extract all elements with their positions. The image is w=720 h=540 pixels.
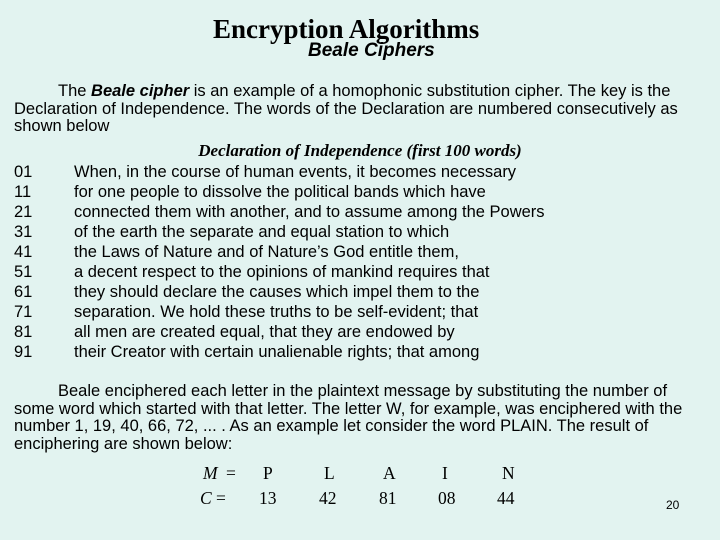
slide-subtitle: Beale Ciphers <box>308 40 435 61</box>
plain-letter: N <box>502 463 515 483</box>
line-text: their Creator with certain unalienable rights; that among <box>74 343 480 361</box>
declaration-line <box>14 262 714 282</box>
declaration-line <box>14 162 714 182</box>
equals-sign: = <box>226 463 236 483</box>
line-text: all men are created equal, that they are endowed by <box>74 323 455 341</box>
line-number: 91 <box>14 343 33 361</box>
declaration-line <box>14 182 714 202</box>
cipher-number: 42 <box>319 488 337 508</box>
line-number: 11 <box>14 183 32 201</box>
cipher-number: 08 <box>438 488 456 508</box>
slide-title: Encryption Algorithms <box>213 14 480 44</box>
cipher-number: 13 <box>259 488 277 508</box>
line-text: they should declare the causes which impel them to the <box>74 283 480 301</box>
line-number: 41 <box>14 243 33 261</box>
declaration-line <box>14 302 714 322</box>
line-number: 81 <box>14 323 33 341</box>
intro-term: Beale cipher <box>91 82 190 100</box>
line-text: When, in the course of human events, it becomes necessary <box>74 163 517 181</box>
plain-letter: P <box>263 463 273 483</box>
declaration-heading: Declaration of Independence (first 100 words) <box>198 141 522 160</box>
intro-lead: The <box>58 82 92 100</box>
line-text: the Laws of Nature and of Nature’s God entitle them, <box>74 243 459 261</box>
intro-paragraph <box>14 83 706 136</box>
line-number: 31 <box>14 223 33 241</box>
plain-letter: I <box>442 463 448 483</box>
declaration-line <box>14 322 714 342</box>
ciphertext-row <box>196 486 526 511</box>
declaration-line <box>14 282 714 302</box>
plaintext-row <box>196 461 526 486</box>
declaration-line <box>14 242 714 262</box>
line-text: connected them with another, and to assume among the Powers <box>74 203 545 221</box>
line-number: 01 <box>14 163 33 181</box>
line-text: of the earth the separate and equal station to which <box>74 223 450 241</box>
line-number: 61 <box>14 283 33 301</box>
encipher-example <box>196 461 526 511</box>
declaration-line <box>14 202 714 222</box>
declaration-line <box>14 342 714 362</box>
ciphertext-label: C <box>200 488 212 508</box>
line-text: a decent respect to the opinions of mankind requires that <box>74 263 490 281</box>
equals-sign: = <box>216 488 226 508</box>
plaintext-label: M <box>203 463 218 483</box>
declaration-lines <box>14 162 714 362</box>
line-number: 51 <box>14 263 33 281</box>
declaration-line <box>14 222 714 242</box>
plain-letter: L <box>324 463 335 483</box>
line-text: for one people to dissolve the political bands which have <box>74 183 486 201</box>
line-number: 71 <box>14 303 33 321</box>
cipher-number: 81 <box>379 488 397 508</box>
explanation-paragraph: Beale enciphered each letter in the plaintext message by substituting the number of some word which started with that letter. The letter W, for example, was enciphered with the number 1, 19, 40, 66, 72, ... . As an example let consider the word PLAIN. The result of enciphering are shown below: <box>14 382 683 453</box>
intro-rest: is an example of a homophonic substitution cipher. The key is the Declaration of Independence. The words of the Declaration are numbered consecutively as shown below <box>14 82 678 135</box>
plain-letter: A <box>383 463 396 483</box>
line-number: 21 <box>14 203 33 221</box>
cipher-number: 44 <box>497 488 515 508</box>
line-text: separation. We hold these truths to be self-evident; that <box>74 303 479 321</box>
page-number: 20 <box>666 498 680 512</box>
